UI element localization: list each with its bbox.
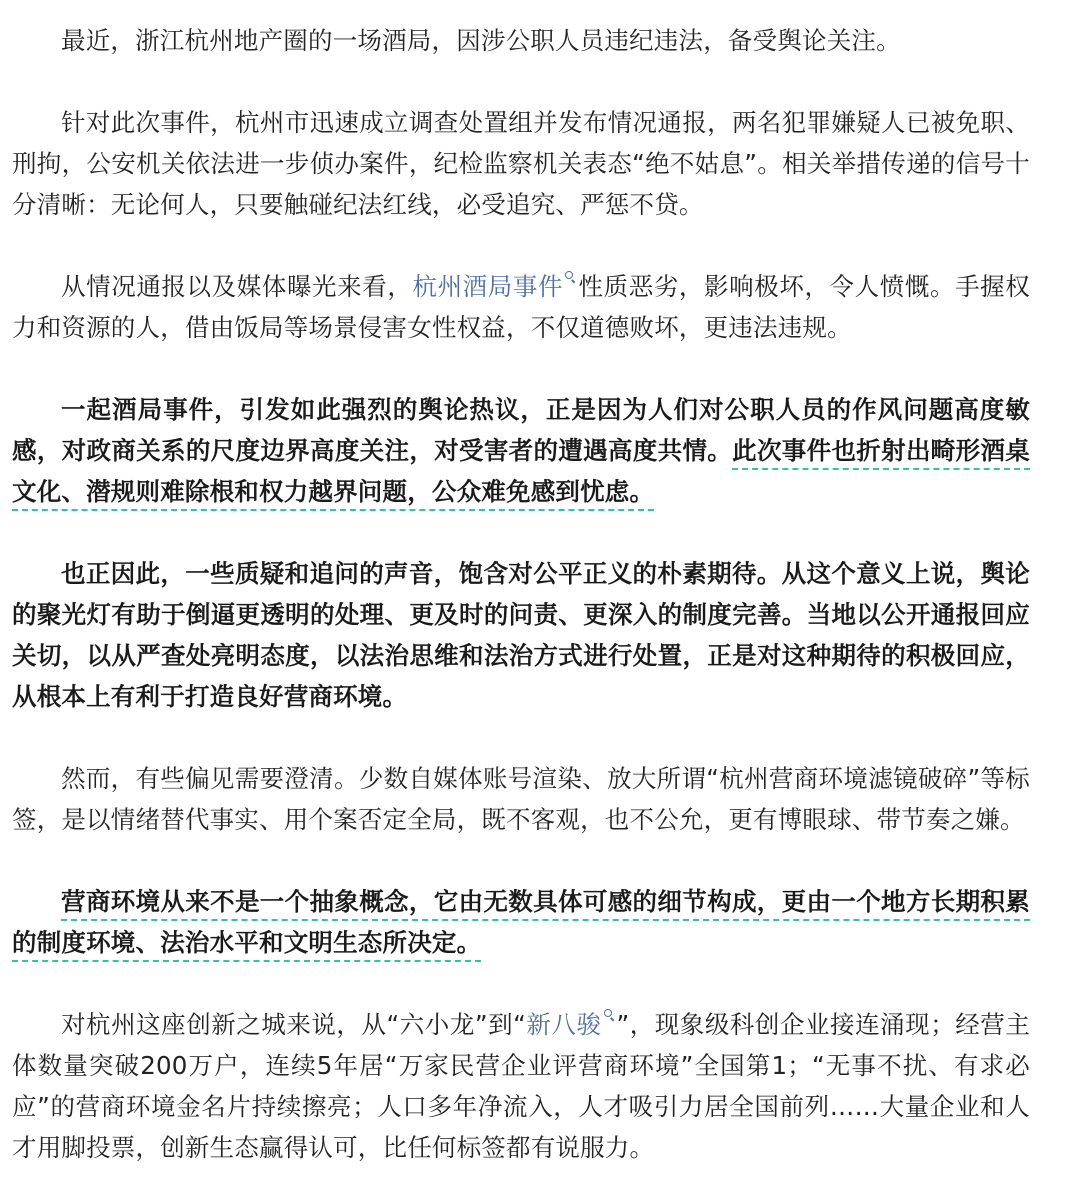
- paragraph-2: 针对此次事件，杭州市迅速成立调查处置组并发布情况通报，两名犯罪嫌疑人已被免职、刑拘，公安机关依法进一步侦办案件，纪检监察机关表态“绝不姑息”。相关举措传递的信号十分清晰：无论何人，只要触碰纪法红线，必受追究、严惩不贷。: [12, 108, 1030, 219]
- paragraph-4-text: 一起酒局事件，引发如此强烈的舆论热议，正是因为人们对公职人员的作风问题高度敏感，对政商关系的尺度边界高度关注，对受害者的遭遇高度共情。: [12, 395, 1030, 465]
- topic-link-label[interactable]: 杭州酒局事件: [412, 272, 564, 301]
- search-icon[interactable]: [564, 271, 576, 285]
- paragraph-gap: [12, 963, 1065, 1004]
- paragraph-gap: [12, 717, 1065, 758]
- paragraph-gap: [12, 840, 1065, 881]
- topic-link-label[interactable]: 新八骏: [526, 1010, 602, 1039]
- highlighted-sentence: 营商环境从来不是一个抽象概念，它由无数具体可感的细节构成，更由一个地方长期积累的制度环境、法治水平和文明生态所决定。: [12, 887, 1030, 957]
- paragraph-3-text-before: 从情况通报以及媒体曝光来看，: [61, 272, 413, 301]
- paragraph-gap: [12, 225, 1065, 266]
- paragraph-3-text-after: 性质恶劣，影响极坏，令人愤慨。手握权力和资源的人，借由饭局等场景侵害女性权益，不仅道德败坏，更违法违规。: [12, 272, 1030, 342]
- topic-link-hangzhou-banquet[interactable]: [412, 272, 578, 301]
- paragraph-4: [12, 389, 1030, 512]
- paragraph-gap: [12, 512, 1065, 553]
- paragraph-3: [12, 266, 1030, 348]
- paragraph-7: [12, 881, 1030, 963]
- paragraph-8-text-after: ”，现象级科创企业接连涌现；经营主体数量突破200万户，连续5年居“万家民营企业评营商环境”全国第1；“无事不扰、有求必应”的营商环境金名片持续擦亮；人口多年净流入，人才吸引力居全国前列……大量企业和人才用脚投票，创新生态赢得认可，比任何标签都有说服力。: [12, 1010, 1031, 1162]
- topic-link-xin-ba-jun[interactable]: [526, 1010, 616, 1039]
- highlighted-sentence: 此次事件也折射出畸形酒桌文化、潜规则难除根和权力越界问题，公众难免感到忧虑。: [12, 436, 1030, 506]
- paragraph-gap: [12, 61, 1065, 102]
- paragraph-6: 然而，有些偏见需要澄清。少数自媒体账号渲染、放大所谓“杭州营商环境滤镜破碎”等标签，是以情绪替代事实、用个案否定全局，既不客观，也不公允，更有博眼球、带节奏之嫌。: [12, 764, 1030, 834]
- paragraph-1: 最近，浙江杭州地产圈的一场酒局，因涉公职人员违纪违法，备受舆论关注。: [61, 26, 901, 55]
- paragraph-8-text-before: 对杭州这座创新之城来说，从“六小龙”到“: [61, 1010, 527, 1039]
- paragraph-8: [12, 1004, 1030, 1168]
- paragraph-gap: [12, 348, 1065, 389]
- search-icon[interactable]: [603, 1009, 615, 1023]
- paragraph-5: 也正因此，一些质疑和追问的声音，饱含对公平正义的朴素期待。从这个意义上说，舆论的聚光灯有助于倒逼更透明的处理、更及时的问责、更深入的制度完善。当地以公开通报回应关切，以从严查处亮明态度，以法治思维和法治方式进行处置，正是对这种期待的积极回应，从根本上有利于打造良好营商环境。: [12, 559, 1030, 711]
